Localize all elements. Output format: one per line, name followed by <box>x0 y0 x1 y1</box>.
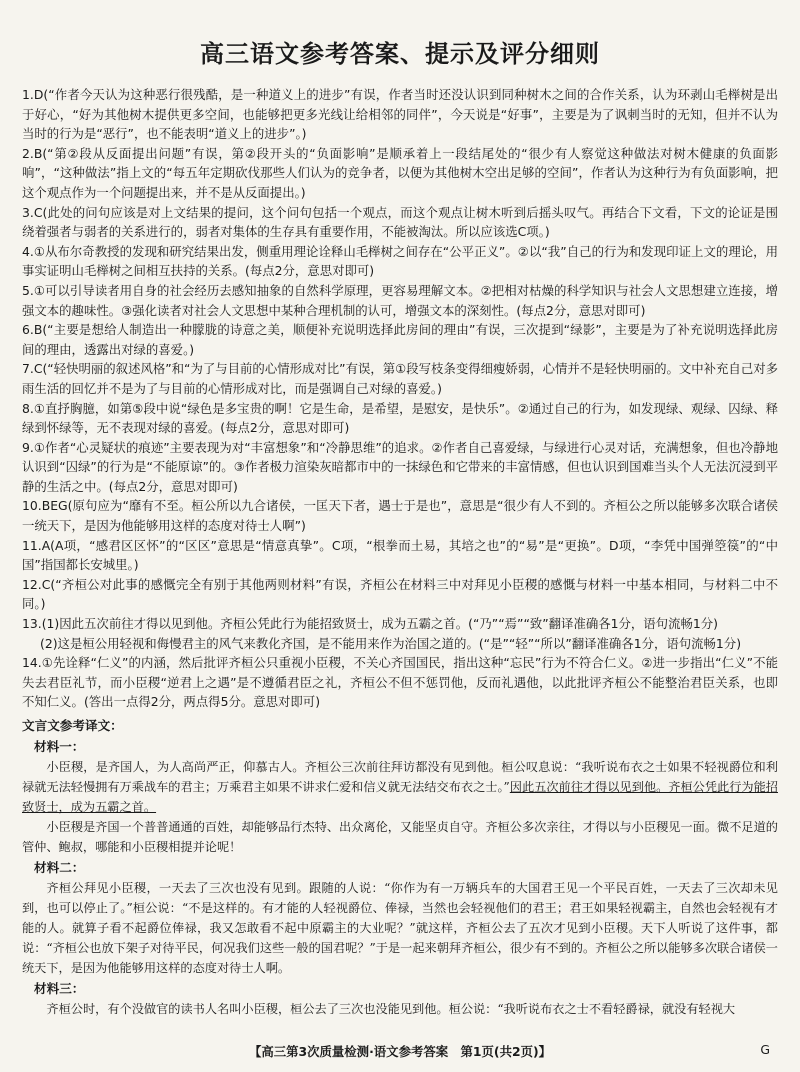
material-1-underlined-sentence: 因此五次前往才得以见到他。齐桓公凭此行为能招致贤士，成为五霸之首。 <box>22 780 778 814</box>
answer-1: 1.D(“作者今天认为这种恶行很残酷，是一种道义上的进步”有误，作者当时还没认识到同种树木之间的合作关系，认为环剥山毛榉树是出于好心，“好为其他树木提供更多空间，也能够把更多光线让给相邻的同伴”，今天说是“好事”，主要是为了讽刺当时的无知，但并不认为当时的行为是“恶行”，也不能表明“道义上的进步”。) <box>22 87 778 142</box>
answers-section <box>22 85 778 712</box>
answer-14: 14.①先诠释“仁义”的内涵，然后批评齐桓公只重视小臣稷，不关心齐国国民，指出这种“忘民”行为不符合仁义。②进一步指出“仁义”不能失去君臣礼节，而小臣稷“逆君上之遇”是不遵循君臣之礼，齐桓公不但不惩罚他，反而礼遇他，以此批评齐桓公不能整治君臣关系，也即不知仁义。(答出一点得2分，两点得5分。意思对即可) <box>22 655 778 710</box>
material-2-paragraph-1: 齐桓公拜见小臣稷，一天去了三次也没有见到。跟随的人说：“你作为有一万辆兵车的大国君王见一个平民百姓，一天去了三次却未见到，也可以停止了。”桓公说：“不是这样的。有才能的人轻视爵位、俸禄，当然也会轻视他们的君王；君王如果轻视霸主，自然也会轻视有才能的人。就算子看不起爵位俸禄，我又怎敢看不起中原霸主的大业呢？”就这样，齐桓公去了五次才见到小臣稷。天下人听说了这件事，都说：“齐桓公也放下架子对待平民，何况我们这些一般的国君呢？”于是一起来朝拜齐桓公，很少有不到的。齐桓公之所以能够多次联合诸侯一统天下，是因为他能够用这样的态度对待士人啊。 <box>22 881 778 975</box>
page-footer: 【高三第3次质量检测·语文参考答案 第1页(共2页)】 <box>248 1044 552 1059</box>
material-2-heading: 材料二： <box>34 860 85 875</box>
translation-heading: 文言文参考译文： <box>22 718 123 733</box>
answer-6: 6.B(“主要是想给人制造出一种朦胧的诗意之美，顺便补充说明选择此房间的理由”有误，三次提到“绿影”，主要是为了补充说明选择此房间的理由，透露出对绿的喜爱。) <box>22 322 778 357</box>
answer-12: 12.C(“齐桓公对此事的感慨完全有别于其他两则材料”有误，齐桓公在材料三中对拜见小臣稷的感慨与材料一中基本相同，与材料二中不同。) <box>22 576 778 612</box>
material-1-heading: 材料一： <box>34 739 85 754</box>
answer-13-part-2: (2)这是桓公用轻视和侮慢君主的风气来教化齐国，是不能用来作为治国之道的。(“是”“轻”“所以”翻译准确各1分，语句流畅1分) <box>40 635 742 651</box>
answer-13-part-1: 13.(1)因此五次前往才得以见到他。齐桓公凭此行为能招致贤士，成为五霸之首。(“乃”“焉”“致”翻译准确各1分，语句流畅1分) <box>22 616 718 632</box>
answer-11: 11.A(A项，“感君区区怀”的“区区”意思是“情意真挚”。C项，“根拳而土易，其培之也”的“易”是“更换”。D项，“李凭中国弹箜篌”的“中国”指国都长安城里。) <box>22 537 778 573</box>
answer-10: 10.BEG(原句应为“靡有不至。桓公所以九合诸侯，一匡天下者，遇士于是也”，意思是“很少有人不到的。齐桓公之所以能够多次联合诸侯一统天下，是因为他能够用这样的态度对待士人啊”) <box>22 498 778 534</box>
answer-3: 3.C(此处的问句应该是对上文结果的提问，这个问句包括一个观点，而这个观点让树木听到后摇头叹气。再结合下文看，下文的论证是围绕着强者与弱者的关系进行的，弱者对集体的生存具有重要作用，不能被淘汰。所以应该选C项。) <box>22 204 778 240</box>
material-1-paragraph-2: 小臣稷是齐国一个普普通通的百姓，却能够品行杰特、出众离伦，又能坚贞自守。齐桓公多次亲往，才得以与小臣稷见一面。微不足道的管仲、鲍叔，哪能和小臣稷相提并论呢！ <box>22 820 778 854</box>
answer-2: 2.B(“第②段从反面提出问题”有误，第②段开头的“负面影响”是顺承着上一段结尾处的“很少有人察觉这种做法对树木健康的负面影响”，“这种做法”指上文的“每五年定期砍伐那些人们认为的竞争者，以便为其他树木空出足够的空间”，作者认为这种行为有负面影响，把这个观点作为一个问题提出来，并不是从反面提出。) <box>22 145 778 200</box>
material-1-text: 小臣稷，是齐国人，为人高尚严正，仰慕古人。齐桓公三次前往拜访都没有见到他。桓公叹息说：“我听说布衣之士如果不轻视爵位和利禄就无法轻慢拥有万乘战车的君主；万乘君主如果不讲求仁爱和信义就无法结交布衣之士。” <box>22 760 778 794</box>
answer-8: 8.①直抒胸臆，如第⑤段中说“绿色是多宝贵的啊！它是生命，是希望，是慰安，是快乐”。②通过自己的行为，如发现绿、观绿、囚绿、释绿到怀绿等，无不表现对绿的喜爱。(每点2分，意思对即可) <box>22 400 778 436</box>
material-3-paragraph-1: 齐桓公时，有个没做官的读书人名叫小臣稷，桓公去了三次也没能见到他。桓公说：“我听说布衣之士不看轻爵禄，就没有轻视大 <box>46 1002 736 1016</box>
answer-5: 5.①可以引导读者用自身的社会经历去感知抽象的自然科学原理，更容易理解文本。②把相对枯燥的科学知识与社会人文思想建立连接，增强文本的趣味性。③强化读者对社会人文思想中某种合理机制的认可，增强文本的深刻性。(每点2分，意思对即可) <box>22 282 778 318</box>
answer-4: 4.①从布尔奇教授的发现和研究结果出发，侧重用理论诠释山毛榉树之间存在“公平正义”。②以“我”自己的行为和发现印证上文的理论，用事实证明山毛榉树之间相互扶持的关系。(每点2分，意思对即可) <box>22 243 778 279</box>
answer-7: 7.C(“轻快明丽的叙述风格”和“为了与目前的心情形成对比”有误，第①段写枝条变得细瘦娇弱，心情并不是轻快明丽的。文中补充自己对多雨生活的回忆并不是为了与目前的心情形成对比，而是强调自己对绿的喜爱。) <box>22 361 778 396</box>
footer-version-code: G <box>760 1042 770 1057</box>
page-title: 高三语文参考答案、提示及评分细则 <box>200 40 600 68</box>
material-1-paragraph-1 <box>22 757 778 817</box>
answer-9: 9.①作者“心灵疑状的痕迹”主要表现为对“丰富想象”和“冷静思维”的追求。②作者自己喜爱绿，与绿进行心灵对话，充满想象，但也冷静地认识到“囚绿”的行为是“不能原谅”的。③作者极力渲染灰暗都市中的一抹绿色和它带来的丰富情感，但也认识到国难当头个人无法沉浸到平静的生活之中。(每点2分，意思对即可) <box>22 439 778 494</box>
material-3-heading: 材料三： <box>34 981 85 996</box>
